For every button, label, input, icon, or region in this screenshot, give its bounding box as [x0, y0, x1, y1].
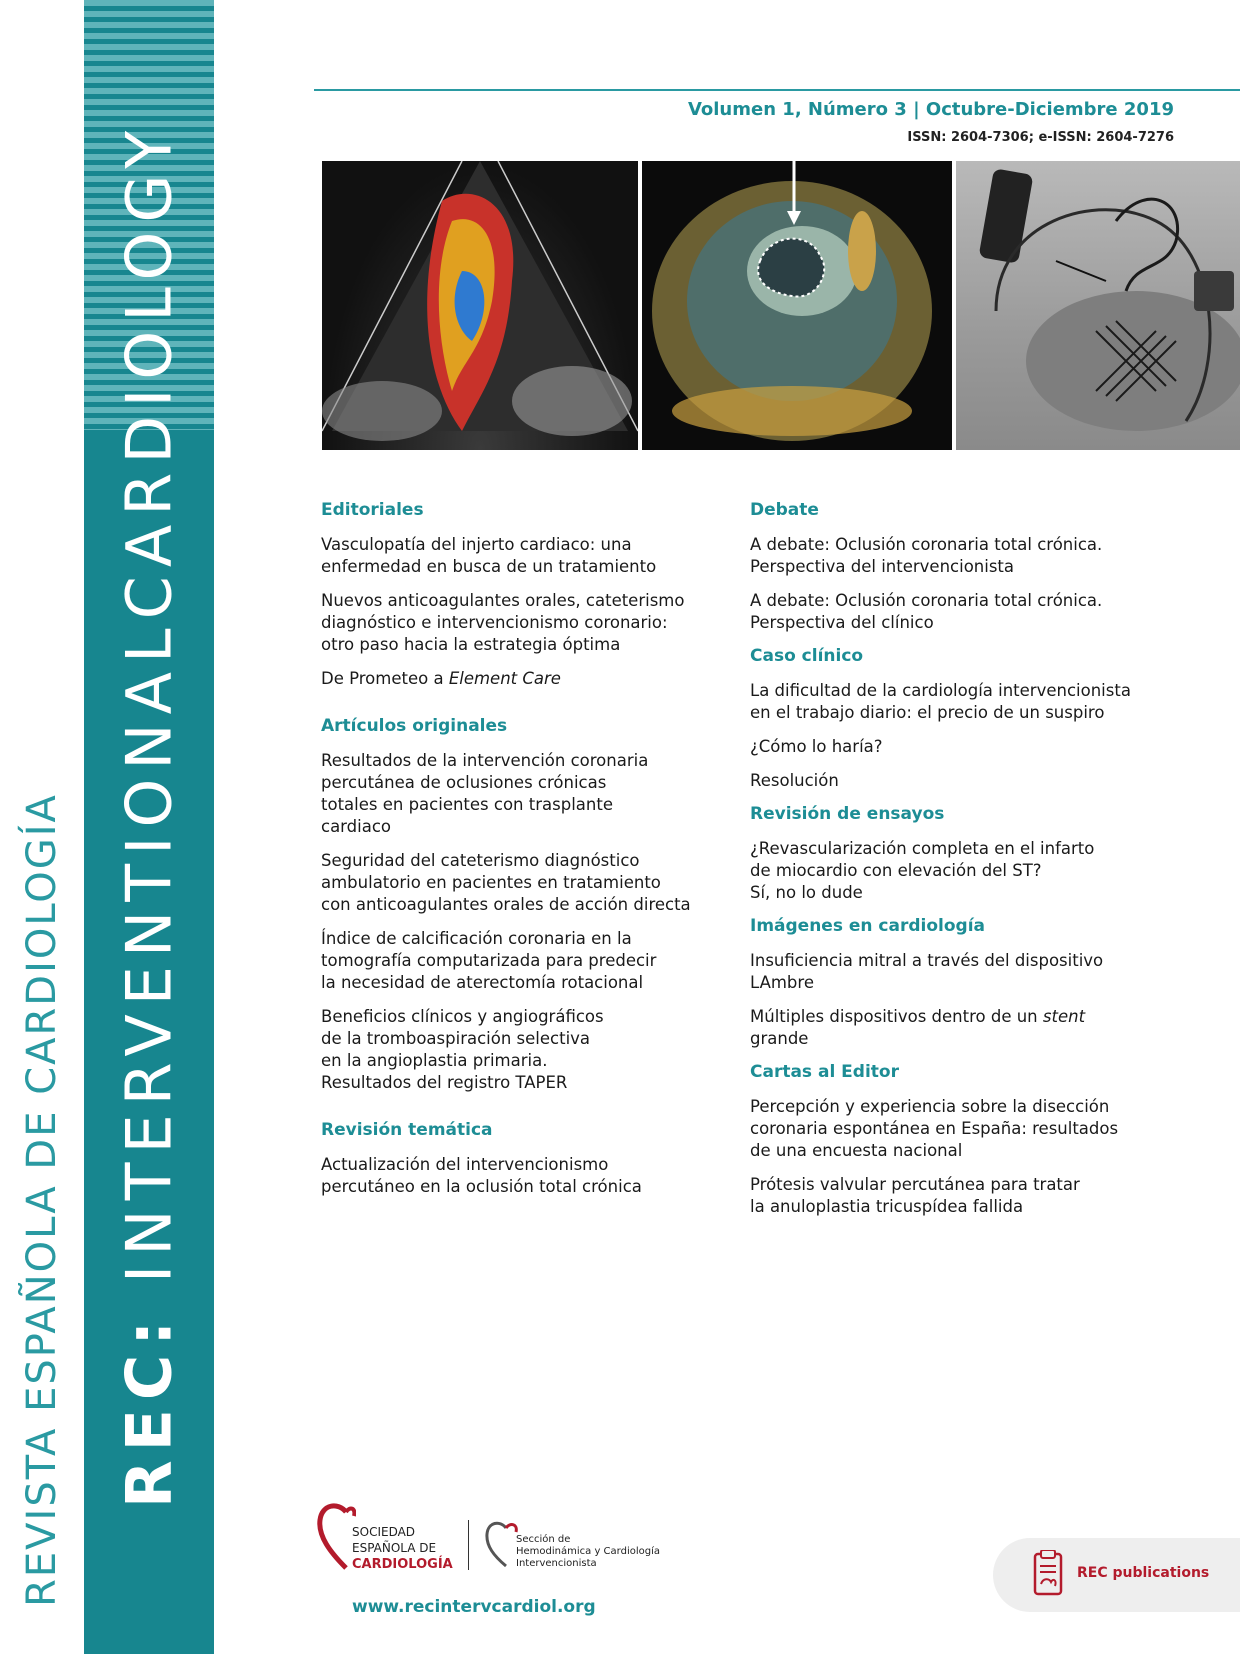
header-rule — [314, 89, 1240, 91]
sec-heart-logo-icon — [316, 1502, 356, 1572]
sec-logo-text — [352, 1524, 453, 1573]
section-title-tematica: Revisión temática — [321, 1120, 493, 1140]
article-item[interactable]: Vasculopatía del injerto cardiaco: una enfermedad en busca de un tratamiento — [321, 535, 657, 576]
3d-echo-image — [642, 161, 952, 450]
article-item[interactable]: Nuevos anticoagulantes orales, cateterismo diagnóstico e intervencionismo coronario: otro paso hacia la estrategia óptima — [321, 591, 685, 654]
section-title-debate: Debate — [750, 500, 819, 520]
society-logos — [316, 1498, 676, 1578]
journal-subtitle: REVISTA ESPAÑOLA DE CARDIOLOGÍA — [19, 793, 65, 1607]
article-item[interactable]: A debate: Oclusión coronaria total crónica. Perspectiva del intervencionista — [750, 535, 1103, 576]
article-item[interactable]: Seguridad del cateterismo diagnóstico ambulatorio en pacientes en tratamiento con anticoagulantes orales de acción directa — [321, 851, 691, 914]
article-item[interactable]: Resolución — [750, 771, 839, 790]
article-item[interactable]: Índice de calcificación coronaria en la tomografía computarizada para predecir la necesidad de aterectomía rotacional — [321, 929, 657, 992]
article-item[interactable]: Insuficiencia mitral a través del dispositivo LAmbre — [750, 951, 1104, 992]
article-item[interactable]: Actualización del intervencionismo percutáneo en la oclusión total crónica — [321, 1155, 642, 1196]
article-item[interactable]: La dificultad de la cardiología intervencionista en el trabajo diario: el precio de un suspiro — [750, 681, 1131, 722]
spine-subtitle-area — [0, 0, 84, 1654]
spine-band — [84, 0, 214, 1654]
rec-publications-label: REC publications — [1077, 1565, 1210, 1581]
article-text: De Prometeo a — [321, 669, 449, 688]
article-text: Múltiples dispositivos dentro de un — [750, 1007, 1043, 1026]
echo-doppler-graphic — [322, 161, 638, 450]
section-title-editoriales: Editoriales — [321, 500, 424, 520]
contents-left-column — [321, 500, 721, 1210]
contents-right-column — [750, 500, 1150, 1230]
journal-title-rest: INTERVENTIONALCARDIOLOGY — [112, 121, 186, 1312]
section-title-ensayos: Revisión de ensayos — [750, 804, 945, 824]
section-title-caso: Caso clínico — [750, 646, 864, 666]
article-item[interactable]: ¿Revascularización completa en el infarto de miocardio con elevación del ST? Sí, no lo dude — [750, 839, 1095, 902]
article-item[interactable]: Resultados de la intervención coronaria percutánea de oclusiones crónicas totales en pacientes con trasplante cardiaco — [321, 751, 649, 836]
article-item[interactable]: Beneficios clínicos y angiográficos de la tromboaspiración selectiva en la angioplastia primaria. Resultados del registro TAPER — [321, 1007, 604, 1092]
sec-logo-line1: SOCIEDAD ESPAÑOLA DE — [352, 1525, 437, 1555]
section-title-imagenes: Imágenes en cardiología — [750, 916, 986, 936]
section-title-cartas: Cartas al Editor — [750, 1062, 899, 1082]
article-text: grande — [750, 1029, 809, 1048]
shd-logo-text: Sección de Hemodinámica y Cardiología Intervencionista — [516, 1534, 660, 1569]
article-item[interactable]: ¿Cómo lo haría? — [750, 737, 883, 756]
article-item[interactable] — [321, 668, 721, 690]
article-text-italic: Element Care — [448, 669, 561, 688]
article-item[interactable]: A debate: Oclusión coronaria total crónica. Perspectiva del clínico — [750, 591, 1103, 632]
issn-info: ISSN: 2604-7306; e-ISSN: 2604-7276 — [907, 130, 1174, 145]
article-item[interactable]: Prótesis valvular percutánea para tratar la anuloplastia tricuspídea fallida — [750, 1175, 1080, 1216]
journal-url-link[interactable]: www.recintervcardiol.org — [352, 1597, 596, 1617]
section-title-originales: Artículos originales — [321, 716, 508, 736]
journal-title — [113, 122, 186, 1508]
journal-title-rec: REC: — [112, 1311, 186, 1509]
3d-echo-graphic — [642, 161, 952, 450]
volume-info: Volumen 1, Número 3 | Octubre-Diciembre 2019 — [687, 99, 1174, 120]
echo-doppler-image — [322, 161, 638, 450]
article-item[interactable]: Percepción y experiencia sobre la disección coronaria espontánea en España: resultados de una encuesta nacional — [750, 1097, 1119, 1160]
rec-publications-badge — [993, 1538, 1240, 1612]
fluoroscopy-image — [956, 161, 1240, 450]
article-text-italic: stent — [1042, 1007, 1086, 1026]
rec-publications-icon — [1029, 1550, 1069, 1600]
article-item[interactable] — [750, 1006, 1150, 1050]
sec-logo-line2: CARDIOLOGÍA — [352, 1557, 453, 1572]
logo-divider — [468, 1520, 469, 1570]
fluoroscopy-graphic — [956, 161, 1240, 450]
